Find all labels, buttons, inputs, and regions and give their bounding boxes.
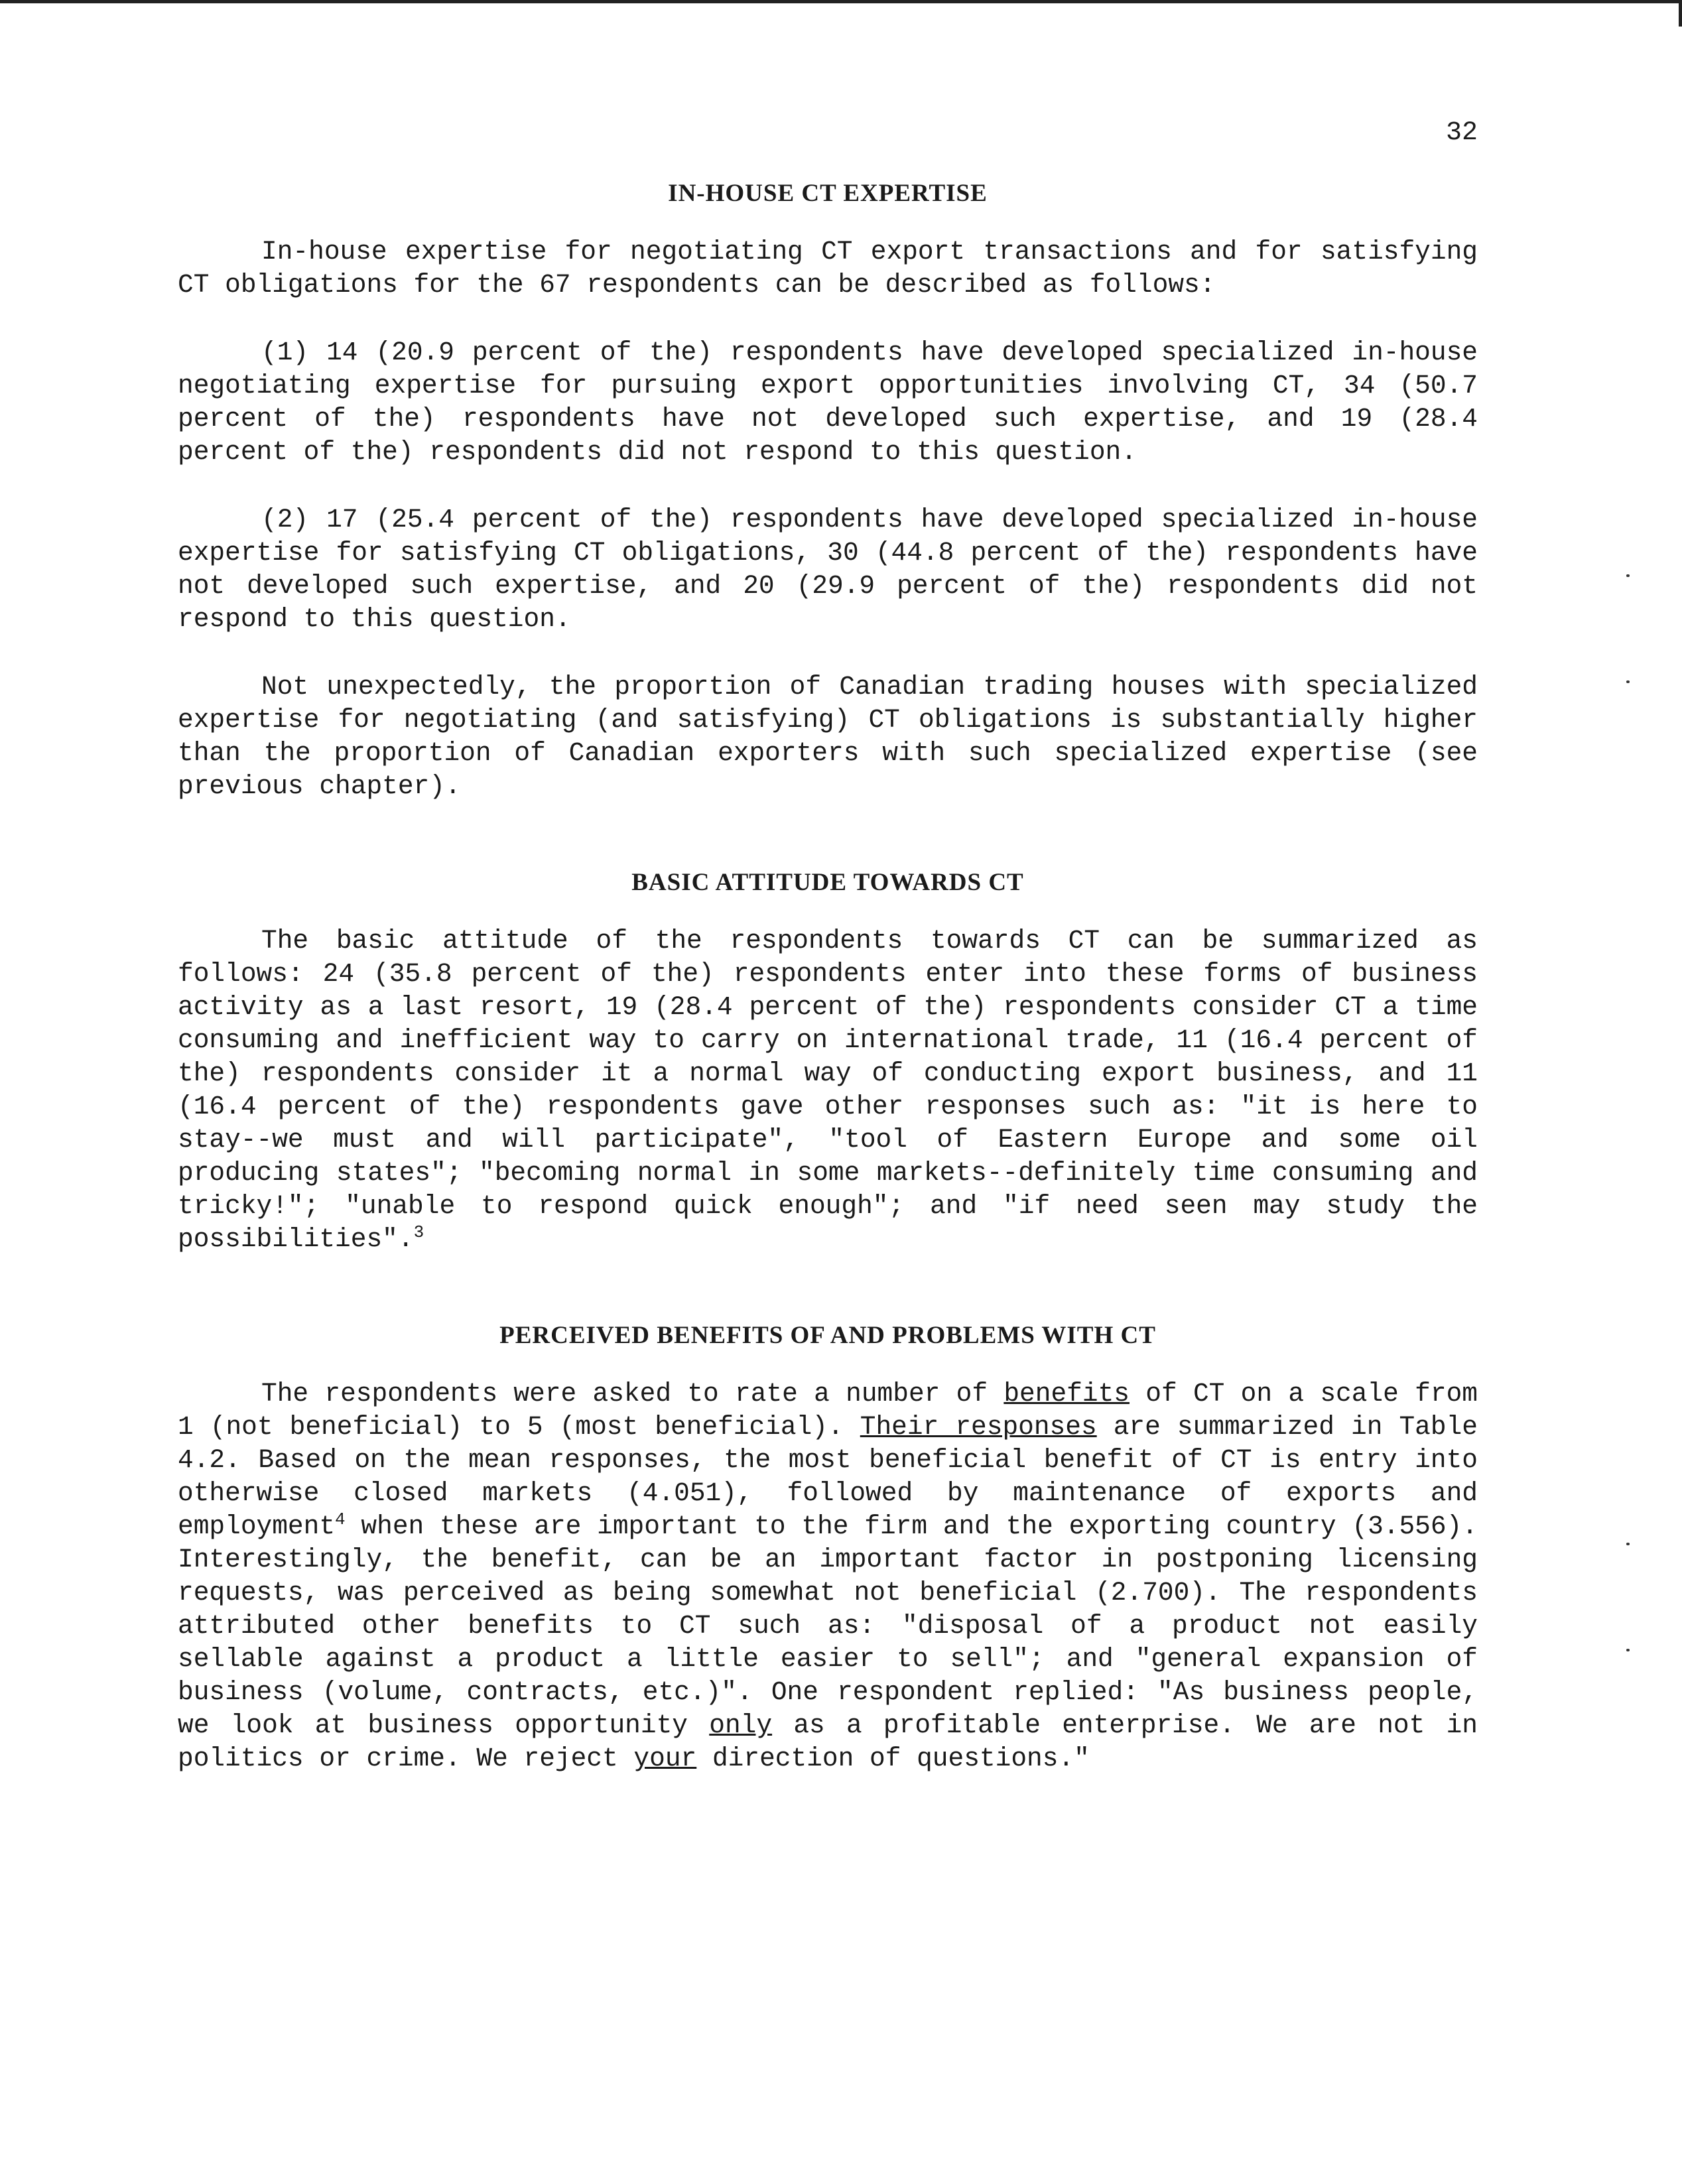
footnote-marker-3: 3 [413, 1222, 424, 1242]
benefits-text-5: as a profitable enterprise. We are not in politics or crime. We reject [178, 1710, 1478, 1773]
footnote-marker-4: 4 [335, 1509, 346, 1529]
scan-speck [1626, 680, 1630, 683]
scan-top-border [0, 0, 1682, 3]
benefits-text-2: of CT on a scale from 1 (not beneficial) to 5 (most beneficial). [178, 1379, 1478, 1442]
scan-right-border [1679, 0, 1682, 27]
section-heading-in-house-ct-expertise: IN-HOUSE CT EXPERTISE [668, 180, 988, 207]
benefits-text-1: The respondents were asked to rate a number of [261, 1379, 1004, 1409]
benefits-text-4: when these are important to the firm and the exporting country (3.556). Interestingly, the benefit, can be an important factor in postponing licensing requests, was perceived as being somewhat not beneficial (2.700). The respondents attributed other benefits to CT such as: "disposal of a product not easily sellable against a product a little easier to sell"; and "general expansion of business (volume, contracts, etc.)". One respondent replied: "As business people, we look at business opportunity [178, 1511, 1478, 1740]
scan-speck [1626, 574, 1630, 577]
section-heading-perceived-benefits: PERCEIVED BENEFITS OF AND PROBLEMS WITH CT [499, 1322, 1156, 1349]
paragraph-basic-attitude [178, 925, 1478, 1256]
benefits-text-3: are summarized in Table 4.2. Based on the mean responses, the most beneficial benefit of CT is entry into otherwise closed markets (4.051), followed by maintenance of exports and employment [178, 1412, 1478, 1541]
paragraph-perceived-benefits [178, 1378, 1478, 1775]
paragraph-intro: In-house expertise for negotiating CT export transactions and for satisfying CT obligations for the 67 respondents can be described as follows: [178, 237, 1478, 300]
paragraph-trading-houses: Not unexpectedly, the proportion of Canadian trading houses with specialized expertise for negotiating (and satisfying) CT obligations is substantially higher than the proportion of Canadian exporters with such specialized expertise (see previous chapter). [178, 672, 1478, 801]
paragraph-item-1: (1) 14 (20.9 percent of the) respondents have developed specialized in-house negotiating expertise for pursuing export opportunities involving CT, 34 (50.7 percent of the) respondents have not developed such expertise, and 19 (28.4 percent of the) respondents did not respond to this question. [178, 338, 1478, 467]
page-number: 32 [1446, 118, 1478, 148]
underlined-their-responses: Their responses [860, 1412, 1097, 1442]
scan-speck [1626, 1649, 1630, 1651]
benefits-text-6: direction of questions." [696, 1744, 1090, 1773]
basic-attitude-text: The basic attitude of the respondents towards CT can be summarized as follows: 24 (35.8 percent of the) respondents enter into these forms of business activity as a last resort, 19 (28.4 percent of the) respondents consider CT a time consuming and inefficient way to carry on international trade, 11 (16.4 percent of the) respondents consider it a normal way of conducting export business, and 11 (16.4 percent of the) respondents gave other responses such as: "it is here to stay--we must and will participate", "tool of Eastern Europe and some oil producing states"; "becoming normal in some markets--definitely time consuming and tricky!"; "unable to respond quick enough"; and "if need seen may study the possibilities". [178, 926, 1478, 1254]
document-body [178, 179, 1478, 1810]
section-heading-basic-attitude: BASIC ATTITUDE TOWARDS CT [631, 869, 1024, 896]
underlined-your: your [633, 1744, 697, 1773]
scan-speck [1626, 1543, 1630, 1545]
underlined-only: only [709, 1710, 773, 1740]
underlined-benefits: benefits [1003, 1379, 1130, 1409]
paragraph-item-2: (2) 17 (25.4 percent of the) respondents have developed specialized in-house expertise for satisfying CT obligations, 30 (44.8 percent of the) respondents have not developed such expertise, and 20 (29.9 percent of the) respondents did not respond to this question. [178, 505, 1478, 634]
